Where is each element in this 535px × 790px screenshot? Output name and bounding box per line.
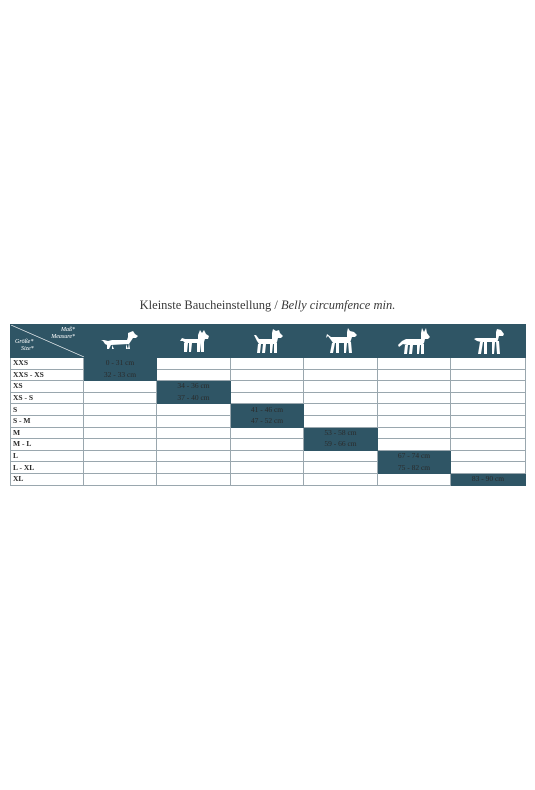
size-label: S - M — [11, 415, 84, 427]
size-label: M - L — [11, 439, 84, 451]
table-row — [11, 439, 526, 451]
measure-cell: 75 - 82 cm — [378, 462, 451, 474]
size-label: M — [11, 427, 84, 439]
empty-cell — [304, 450, 378, 462]
empty-cell — [157, 427, 231, 439]
empty-cell — [451, 369, 526, 381]
empty-cell — [378, 404, 451, 416]
empty-cell — [231, 450, 304, 462]
measure-cell: 37 - 40 cm — [157, 392, 231, 404]
empty-cell — [157, 358, 231, 370]
schnauzer-icon — [322, 327, 360, 355]
empty-cell — [304, 358, 378, 370]
measure-cell: 83 - 90 cm — [451, 473, 526, 485]
measure-cell: 0 - 31 cm — [84, 358, 157, 370]
empty-cell — [378, 439, 451, 451]
size-label: S — [11, 404, 84, 416]
empty-cell — [451, 450, 526, 462]
header-dog-4 — [304, 325, 378, 358]
terrier-icon — [176, 328, 212, 354]
size-label: XS - S — [11, 392, 84, 404]
empty-cell — [451, 381, 526, 393]
empty-cell — [378, 415, 451, 427]
empty-cell — [451, 439, 526, 451]
empty-cell — [451, 392, 526, 404]
empty-cell — [84, 439, 157, 451]
measure-cell: 41 - 46 cm — [231, 404, 304, 416]
measure-label-en: Measure* — [51, 334, 75, 340]
empty-cell — [451, 358, 526, 370]
size-table — [10, 324, 526, 486]
empty-cell — [378, 381, 451, 393]
empty-cell — [304, 404, 378, 416]
table-row — [11, 404, 526, 416]
empty-cell — [231, 439, 304, 451]
header-dog-5 — [378, 325, 451, 358]
header-corner — [11, 325, 84, 358]
empty-cell — [231, 369, 304, 381]
measure-label-de: Maß* — [61, 327, 75, 333]
empty-cell — [378, 369, 451, 381]
empty-cell — [231, 462, 304, 474]
empty-cell — [84, 427, 157, 439]
dachshund-icon — [100, 329, 140, 353]
measure-cell: 47 - 52 cm — [231, 415, 304, 427]
size-label: XS — [11, 381, 84, 393]
empty-cell — [378, 473, 451, 485]
empty-cell — [304, 392, 378, 404]
empty-cell — [157, 473, 231, 485]
measure-cell: 67 - 74 cm — [378, 450, 451, 462]
table-row — [11, 369, 526, 381]
chart-title — [0, 298, 535, 313]
empty-cell — [231, 392, 304, 404]
size-label: XXS — [11, 358, 84, 370]
table-row — [11, 427, 526, 439]
table-row — [11, 462, 526, 474]
empty-cell — [157, 462, 231, 474]
empty-cell — [231, 473, 304, 485]
empty-cell — [157, 404, 231, 416]
header-dog-1 — [84, 325, 157, 358]
table-row — [11, 415, 526, 427]
empty-cell — [378, 358, 451, 370]
empty-cell — [231, 381, 304, 393]
empty-cell — [451, 427, 526, 439]
empty-cell — [84, 415, 157, 427]
header-dog-2 — [157, 325, 231, 358]
header-dog-6 — [451, 325, 526, 358]
table-row — [11, 450, 526, 462]
size-label: XXS - XS — [11, 369, 84, 381]
table-row — [11, 381, 526, 393]
empty-cell — [304, 415, 378, 427]
empty-cell — [84, 404, 157, 416]
measure-cell: 32 - 33 cm — [84, 369, 157, 381]
empty-cell — [157, 450, 231, 462]
shepherd-icon — [395, 327, 433, 355]
table-row — [11, 392, 526, 404]
size-label-en: Size* — [21, 346, 34, 352]
table-row — [11, 358, 526, 370]
empty-cell — [451, 415, 526, 427]
empty-cell — [378, 427, 451, 439]
empty-cell — [231, 427, 304, 439]
header-row — [11, 325, 526, 358]
header-dog-3 — [231, 325, 304, 358]
empty-cell — [451, 462, 526, 474]
empty-cell — [84, 392, 157, 404]
measure-cell: 59 - 66 cm — [304, 439, 378, 451]
size-label: XL — [11, 473, 84, 485]
empty-cell — [157, 369, 231, 381]
empty-cell — [378, 392, 451, 404]
empty-cell — [231, 358, 304, 370]
title-main: Kleinste Baucheinstellung / — [139, 298, 278, 312]
title-italic: Belly circumfence min. — [280, 298, 396, 312]
empty-cell — [304, 473, 378, 485]
empty-cell — [304, 381, 378, 393]
size-label: L - XL — [11, 462, 84, 474]
measure-cell: 53 - 58 cm — [304, 427, 378, 439]
empty-cell — [84, 462, 157, 474]
empty-cell — [304, 462, 378, 474]
size-label-de: Größe* — [15, 339, 34, 345]
empty-cell — [157, 439, 231, 451]
empty-cell — [84, 473, 157, 485]
jack-russell-icon — [249, 327, 285, 355]
empty-cell — [451, 404, 526, 416]
measure-cell: 34 - 36 cm — [157, 381, 231, 393]
table-row — [11, 473, 526, 485]
pointer-icon — [469, 327, 507, 355]
empty-cell — [84, 450, 157, 462]
empty-cell — [84, 381, 157, 393]
empty-cell — [157, 415, 231, 427]
empty-cell — [304, 369, 378, 381]
size-label: L — [11, 450, 84, 462]
